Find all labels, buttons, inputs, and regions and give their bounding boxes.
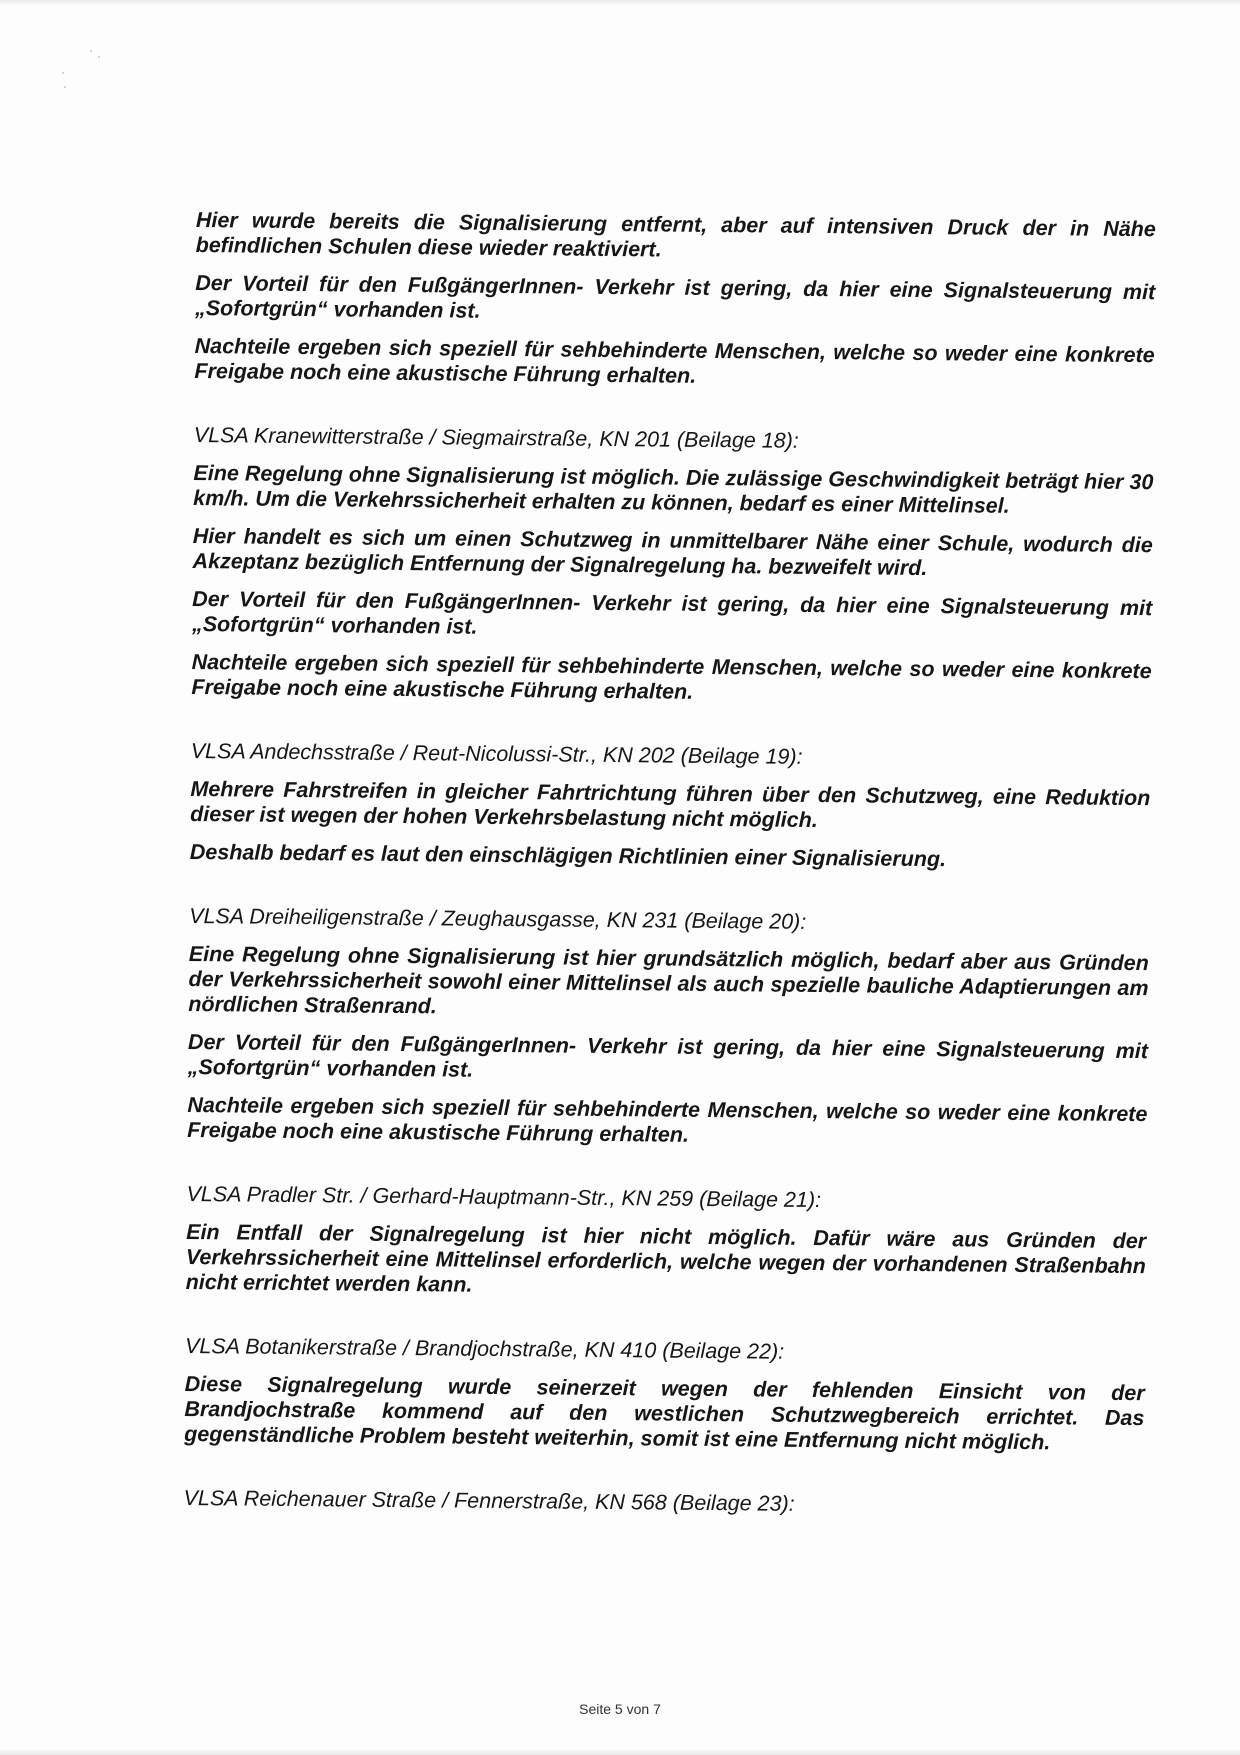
scan-edge-top: [0, 0, 1240, 6]
paragraph-disadvantage-visually-impaired: Nachteile ergeben sich speziell für sehbehinderte Menschen, welche so weder eine konkrete Freigabe noch eine akustische Führung erhalten.: [194, 333, 1155, 388]
heading-kn-201: VLSA Kranewitterstraße / Siegmairstraße, KN 201 (Beilage 18):: [193, 422, 799, 453]
heading-kn-410: VLSA Botanikerstraße / Brandjochstraße, KN 410 (Beilage 22):: [184, 1333, 785, 1364]
paragraph-kn-201-school: Hier handelt es sich um einen Schutzweg in unmittelbarer Nähe einer Schule, wodurch die Akzeptanz bezüglich Entfernung der Signalregelung ha. bezweifelt wird.: [192, 523, 1153, 581]
scan-speck: [62, 72, 64, 74]
paragraph-kn-231-regulation: Eine Regelung ohne Signalisierung ist hier grundsätzlich möglich, bedarf aber aus Gründen der Verkehrssicherheit sowohl einer Mittelinsel als auch spezielle bauliche Adaptierungen am nördlichen Straßenrand.: [188, 941, 1149, 1019]
paragraph-signal-removed-reactivated: Hier wurde bereits die Signalisierung entfernt, aber auf intensiven Druck der in Nähe befindlichen Schulen diese wieder reaktiviert.: [195, 208, 1156, 262]
paragraph-kn-202-lanes: Mehrere Fahrstreifen in gleicher Fahrtrichtung führen über den Schutzweg, eine Reduktion dieser ist wegen der hohen Verkehrsbelastung nicht möglich.: [190, 776, 1151, 832]
paragraph-kn-202-guidelines: Deshalb bedarf es laut den einschlägigen Richtlinien einer Signalisierung.: [189, 839, 947, 872]
scan-speck: [98, 56, 100, 58]
paragraph-kn-259-tram: Ein Entfall der Signalregelung ist hier nicht möglich. Dafür wäre aus Gründen der Verkehrssicherheit eine Mittelinsel erforderlich, welche wegen der vorhandenen Straßenbahn nicht errichtet werden kann.: [185, 1219, 1147, 1297]
scan-speck: [64, 86, 66, 88]
page-number: Seite 5 von 7: [579, 1701, 661, 1717]
paragraph-advantage-pedestrians: Der Vorteil für den FußgängerInnen- Verkehr ist gering, da hier eine Signalsteuerung mit „Sofortgrün“ vorhanden ist.: [194, 270, 1156, 323]
paragraph-kn-231-disadvantage: Nachteile ergeben sich speziell für sehbehinderte Menschen, welche so weder eine konkrete Freigabe noch eine akustische Führung erhalten.: [187, 1092, 1148, 1147]
scan-specks: [62, 50, 112, 90]
paragraph-kn-231-advantage: Der Vorteil für den FußgängerInnen- Verkehr ist gering, da hier eine Signalsteuerung mit „Sofortgrün“ vorhanden ist.: [187, 1029, 1149, 1082]
paragraph-kn-201-advantage: Der Vorteil für den FußgängerInnen- Verkehr ist gering, da hier eine Signalsteuerung mit „Sofortgrün“ vorhanden ist.: [191, 586, 1153, 639]
scan-speck: [90, 50, 92, 52]
scan-edge-bottom: [0, 1749, 1240, 1755]
paragraph-kn-410-visibility: Diese Signalregelung wurde seinerzeit wegen der fehlenden Einsicht von der Brandjochstraße kommend auf den westlichen Schutzwegbereich errichtet. Das gegenständliche Problem besteht weiterhin, somit ist eine Entfernung nicht möglich.: [184, 1371, 1145, 1455]
heading-kn-259: VLSA Pradler Str. / Gerhard-Hauptmann-Str., KN 259 (Beilage 21):: [186, 1181, 822, 1213]
document-body: [183, 208, 1155, 1520]
paragraph-kn-201-regulation: Eine Regelung ohne Signalisierung ist möglich. Die zulässige Geschwindigkeit beträgt hier 30 km/h. Um die Verkehrssicherheit erhalten zu können, bedarf es einer Mittelinsel.: [193, 460, 1154, 518]
heading-kn-231: VLSA Dreiheiligenstraße / Zeughausgasse, KN 231 (Beilage 20):: [189, 903, 807, 934]
paragraph-kn-201-disadvantage: Nachteile ergeben sich speziell für sehbehinderte Menschen, welche so weder eine konkrete Freigabe noch eine akustische Führung erhalten.: [191, 649, 1152, 704]
heading-kn-202: VLSA Andechsstraße / Reut-Nicolussi-Str., KN 202 (Beilage 19):: [190, 738, 803, 769]
heading-kn-568: VLSA Reichenauer Straße / Fennerstraße, KN 568 (Beilage 23):: [183, 1485, 795, 1516]
